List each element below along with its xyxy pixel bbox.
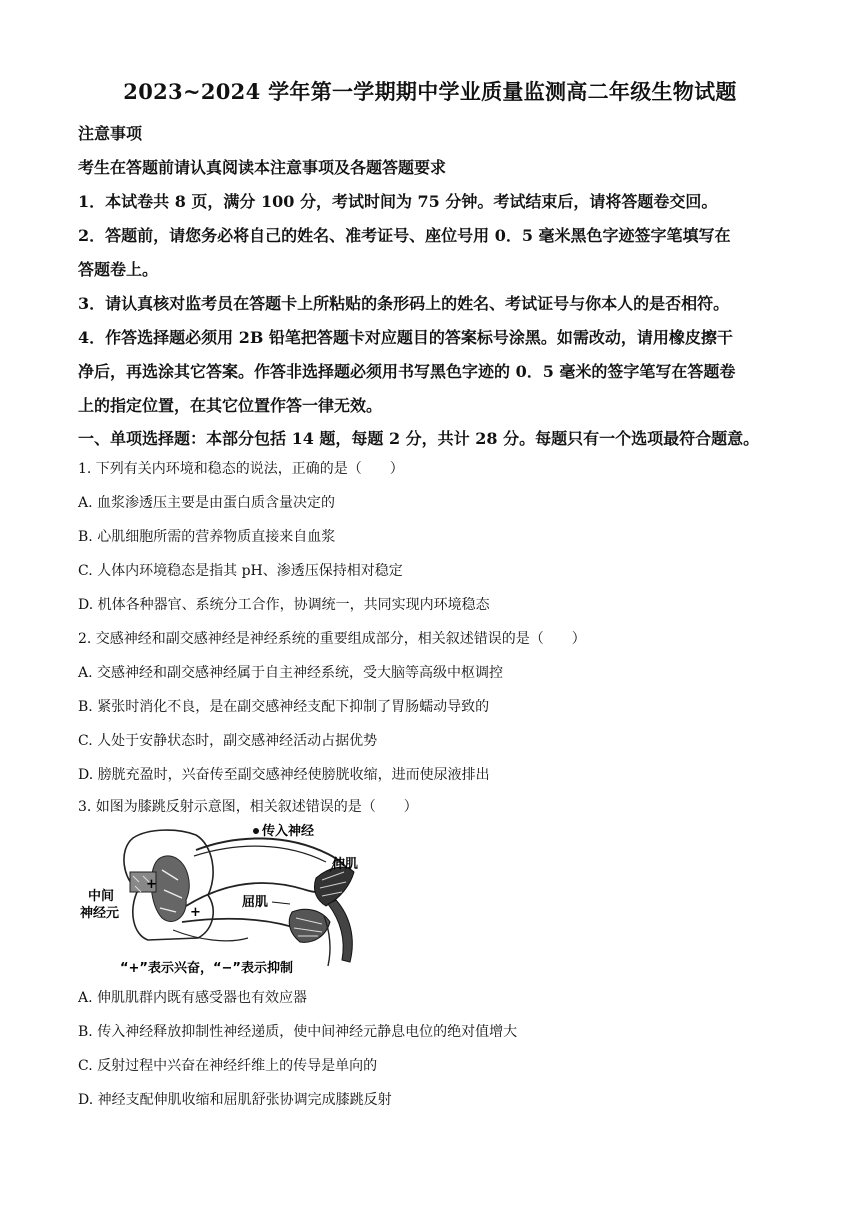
question-stem: 2. 交感神经和副交感神经是神经系统的重要组成部分，相关叙述错误的是（ ） xyxy=(78,631,586,647)
flexor-muscle xyxy=(289,909,330,942)
figure-caption: “+”表示兴奋，“−”表示抑制 xyxy=(120,961,293,976)
notice-heading: 注意事项 xyxy=(78,124,143,143)
question-stem: 3. 如图为膝跳反射示意图，相关叙述错误的是（ ） xyxy=(78,799,418,815)
ganglion-dot xyxy=(253,828,259,834)
option-d: D. 膀胱充盈时，兴奋传至副交感神经使膀胱收缩，进而使尿液排出 xyxy=(78,767,490,783)
notice-item: 净后，再选涂其它答案。作答非选择题必须用书写黑色字迹的 0．5 毫米的签字笔写在答题卷 xyxy=(78,362,736,381)
question-stem: 1. 下列有关内环境和稳态的说法，正确的是（ ） xyxy=(78,461,404,477)
plus-sign: + xyxy=(146,877,157,892)
flexor-label: 屈肌 xyxy=(242,895,269,910)
notice-item: 2．答题前，请您务必将自己的姓名、准考证号、座位号用 0．5 毫米黑色字迹签字笔填写在 xyxy=(78,226,731,245)
notice-intro: 考生在答题前请认真阅读本注意事项及各题答题要求 xyxy=(78,158,447,177)
section-heading: 一、单项选择题：本部分包括 14 题，每题 2 分，共计 28 分。每题只有一个选项最符合题意。 xyxy=(78,429,760,448)
option-a: A. 交感神经和副交感神经属于自主神经系统，受大脑等高级中枢调控 xyxy=(78,665,504,681)
option-c: C. 人体内环境稳态是指其 pH、渗透压保持相对稳定 xyxy=(78,563,403,579)
knee-jerk-reflex-figure xyxy=(78,820,368,980)
interneuron-label-line2: 神经元 xyxy=(80,906,120,921)
notice-item: 3．请认真核对监考员在答题卡上所粘贴的条形码上的姓名、考试证号与你本人的是否相符。 xyxy=(78,294,730,313)
notice-item: 答题卷上。 xyxy=(78,260,159,279)
notice-item: 1．本试卷共 8 页，满分 100 分，考试时间为 75 分钟。考试结束后，请将答题卷交回。 xyxy=(78,192,718,211)
interneuron-label-line1: 中间 xyxy=(88,889,115,904)
option-b: B. 传入神经释放抑制性神经递质，使中间神经元静息电位的绝对值增大 xyxy=(78,1024,518,1040)
option-d: D. 神经支配伸肌收缩和屈肌舒张协调完成膝跳反射 xyxy=(78,1092,392,1108)
extensor-label: 伸肌 xyxy=(332,857,359,872)
afferent-nerve-label: 传入神经 xyxy=(262,824,315,839)
option-a: A. 伸肌肌群内既有感受器也有效应器 xyxy=(78,990,308,1006)
option-d: D. 机体各种器官、系统分工合作，协调统一，共同实现内环境稳态 xyxy=(78,597,490,613)
plus-sign: + xyxy=(190,905,201,920)
notice-item: 上的指定位置，在其它位置作答一律无效。 xyxy=(78,396,383,415)
option-a: A. 血浆渗透压主要是由蛋白质含量决定的 xyxy=(78,495,336,511)
page-title: 2023~2024 学年第一学期期中学业质量监测高二年级生物试题 xyxy=(123,79,737,104)
option-c: C. 人处于安静状态时，副交感神经活动占据优势 xyxy=(78,733,378,749)
option-b: B. 心肌细胞所需的营养物质直接来自血浆 xyxy=(78,529,336,545)
leg-bone xyxy=(328,900,352,962)
option-c: C. 反射过程中兴奋在神经纤维上的传导是单向的 xyxy=(78,1058,378,1074)
notice-item: 4．作答选择题必须用 2B 铅笔把答题卡对应题目的答案标号涂黑。如需改动，请用橡皮擦干 xyxy=(78,328,733,347)
extensor-muscle xyxy=(314,867,354,906)
efferent-nerve-flexor xyxy=(182,919,302,930)
option-b: B. 紧张时消化不良，是在副交感神经支配下抑制了胃肠蠕动导致的 xyxy=(78,699,490,715)
